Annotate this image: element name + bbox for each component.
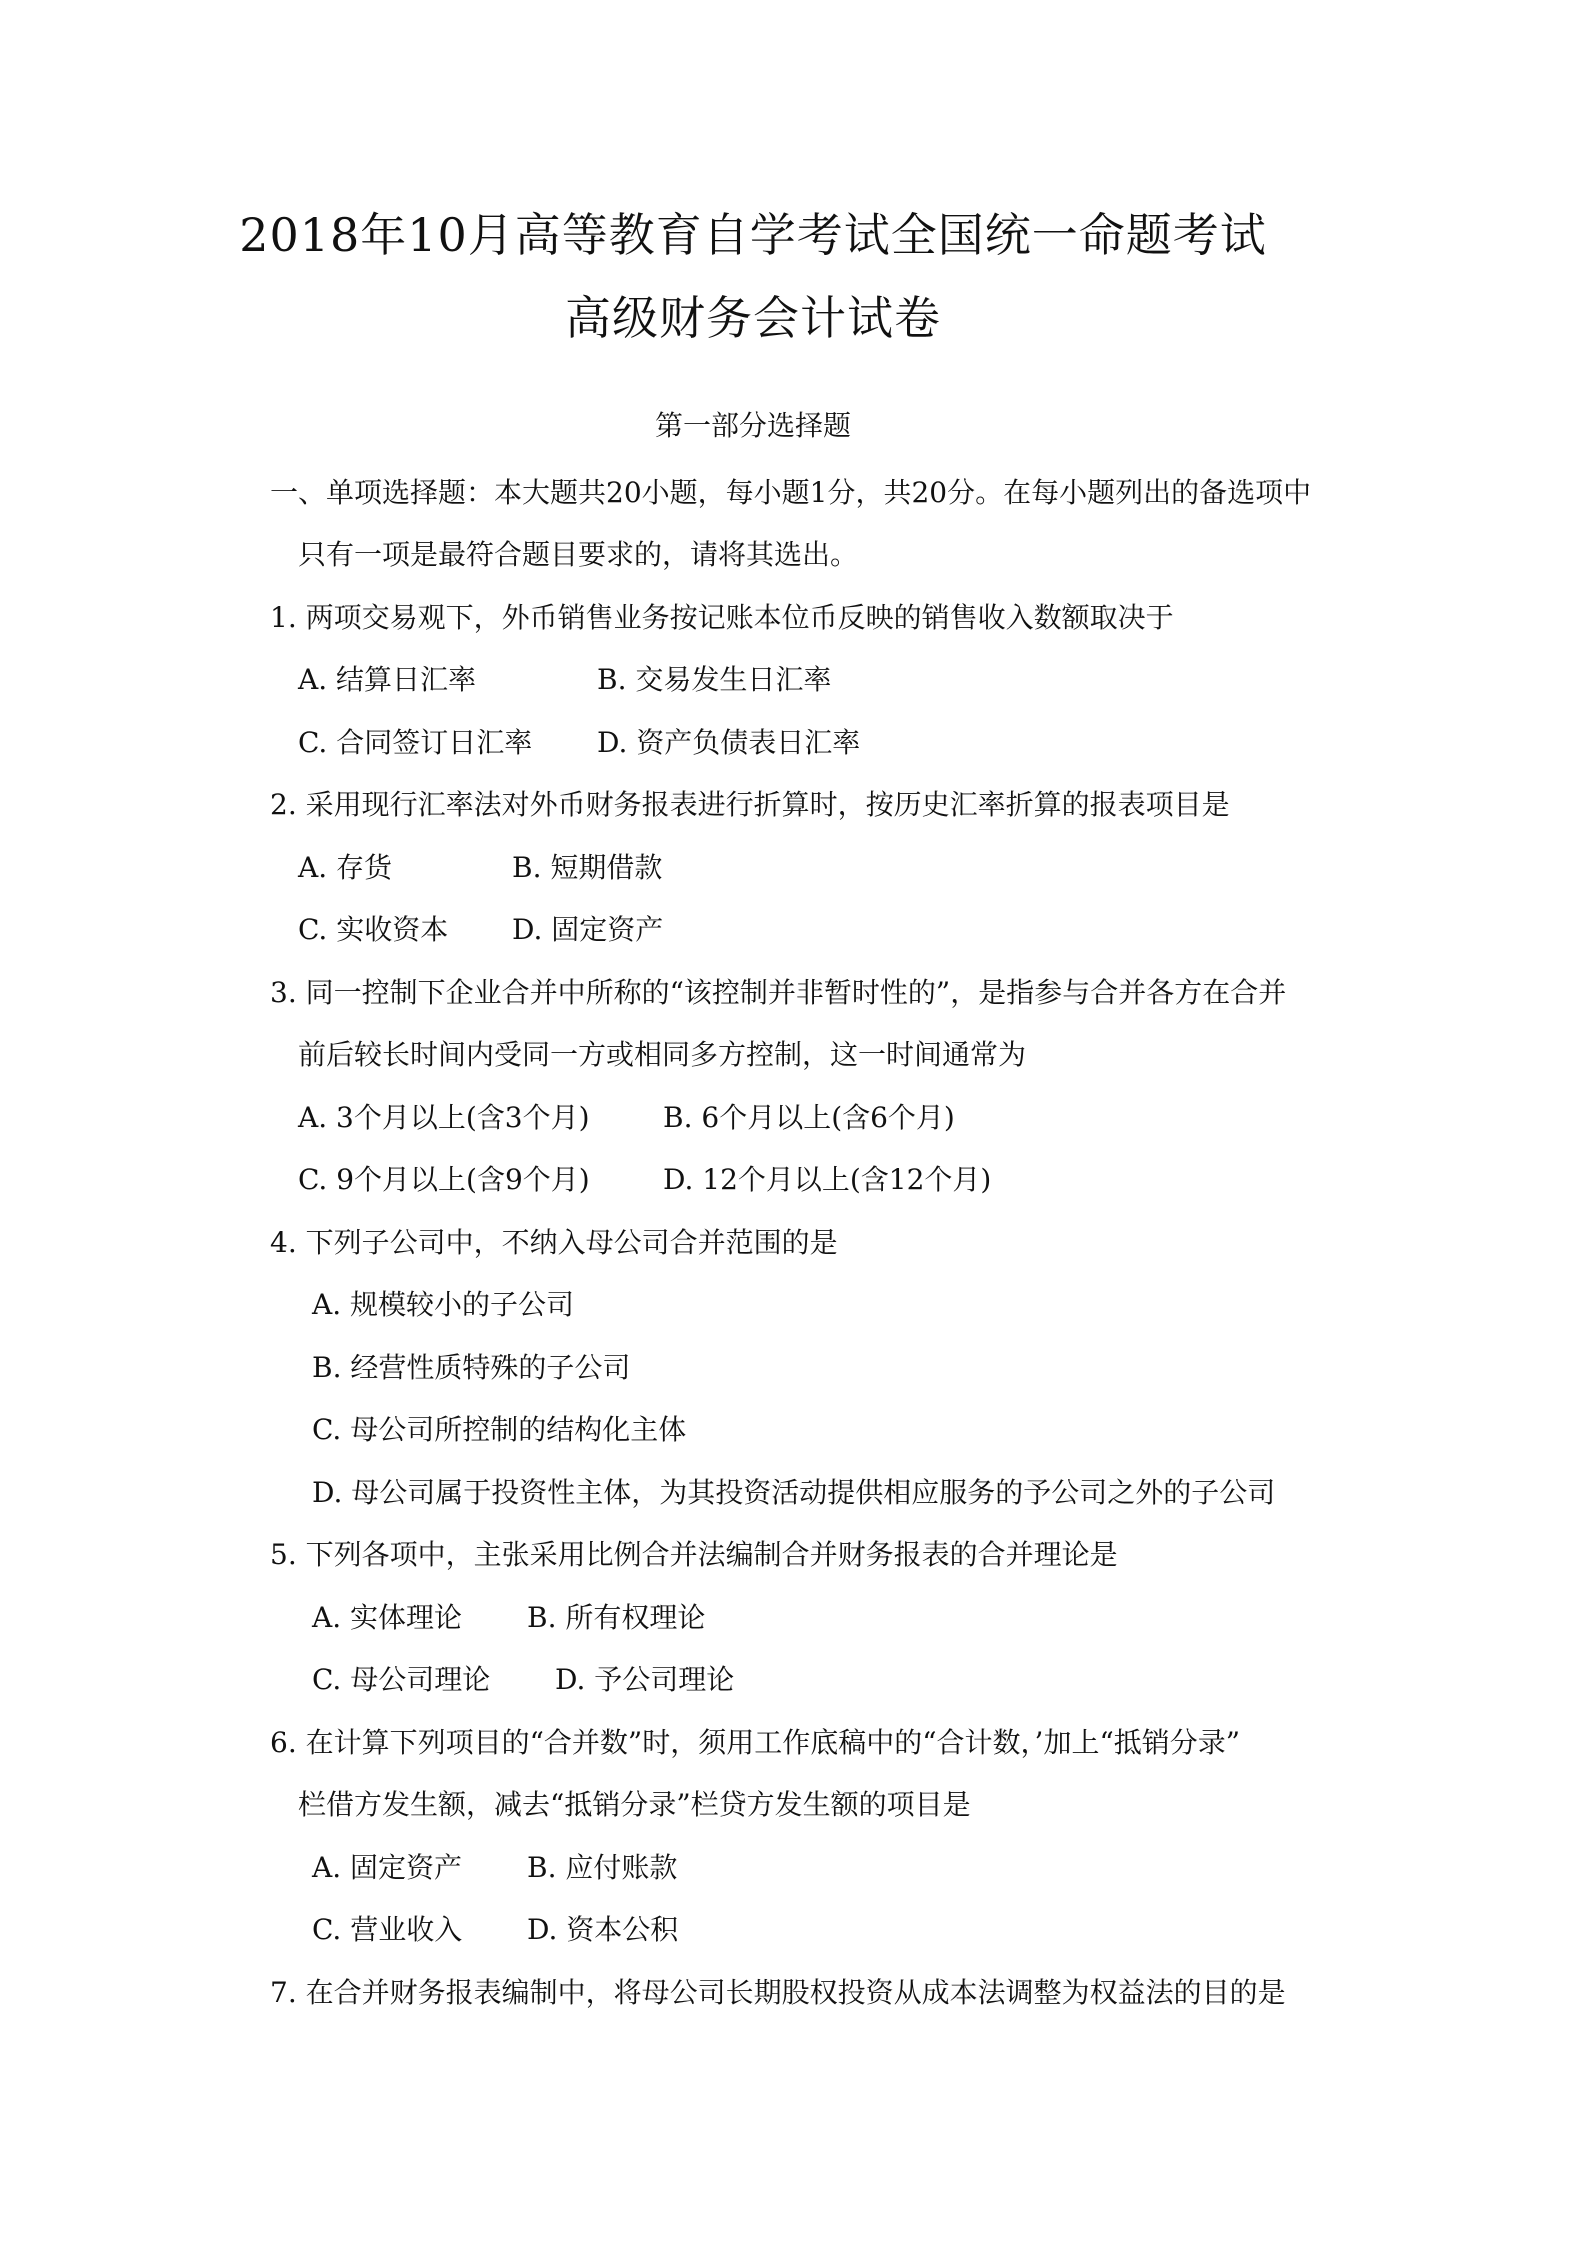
question-5-option-b: B. 所有权理论 (527, 1601, 706, 1634)
question-1-option-b: B. 交易发生日汇率 (597, 663, 832, 696)
question-6-stem-line-1: 6. 在计算下列项目的“合并数”时，须用工作底稿中的“合计数，’加上“抵销分录” (270, 1726, 1241, 1759)
instructions-line-1: 一、单项选择题：本大题共20小题，每小题1分，共20分。在每小题列出的备选项中 (270, 476, 1312, 509)
exam-title: 2018年10月高等教育自学考试全国统一命题考试 (239, 208, 1267, 262)
question-6-option-c: C. 营业收入 (312, 1913, 463, 1946)
section-title: 第一部分选择题 (654, 409, 851, 442)
question-6-option-d: D. 资本公积 (527, 1913, 679, 1946)
question-2-option-b: B. 短期借款 (512, 851, 663, 884)
question-4-stem: 4. 下列子公司中，不纳入母公司合并范围的是 (270, 1226, 838, 1259)
question-1-option-c: C. 合同签订日汇率 (298, 726, 533, 759)
paper-subject-title: 高级财务会计试卷 (565, 291, 941, 345)
question-5-option-c: C. 母公司理论 (312, 1663, 491, 1696)
question-4-option-c: C. 母公司所控制的结构化主体 (312, 1413, 687, 1446)
question-2-option-a: A. 存货 (298, 851, 393, 884)
question-3-option-a: A. 3个月以上(含3个月) (298, 1101, 590, 1134)
question-3-stem-line-1: 3. 同一控制下企业合并中所称的“该控制并非暂时性的”，是指参与合并各方在合并 (270, 976, 1287, 1009)
question-3-option-c: C. 9个月以上(含9个月) (298, 1163, 590, 1196)
question-1-option-a: A. 结算日汇率 (298, 663, 477, 696)
question-5-option-d: D. 予公司理论 (555, 1663, 735, 1696)
question-5-option-a: A. 实体理论 (312, 1601, 463, 1634)
question-3-stem-line-2: 前后较长时间内受同一方或相同多方控制，这一时间通常为 (298, 1038, 1027, 1071)
question-7-stem: 7. 在合并财务报表编制中，将母公司长期股权投资从成本法调整为权益法的目的是 (270, 1976, 1286, 2009)
instructions-line-2: 只有一项是最符合题目要求的，请将其选出。 (298, 538, 859, 571)
question-2-option-d: D. 固定资产 (512, 913, 664, 946)
question-2-option-c: C. 实收资本 (298, 913, 449, 946)
question-6-stem-line-2: 栏借方发生额，减去“抵销分录”栏贷方发生额的项目是 (298, 1788, 971, 1821)
question-6-option-a: A. 固定资产 (312, 1851, 463, 1884)
question-2-stem: 2. 采用现行汇率法对外币财务报表进行折算时，按历史汇率折算的报表项目是 (270, 788, 1230, 821)
question-4-option-b: B. 经营性质特殊的子公司 (312, 1351, 631, 1384)
question-4-option-a: A. 规模较小的子公司 (312, 1288, 575, 1321)
question-5-stem: 5. 下列各项中，主张采用比例合并法编制合并财务报表的合并理论是 (270, 1538, 1118, 1571)
question-1-stem: 1. 两项交易观下，外币销售业务按记账本位币反映的销售收入数额取决于 (270, 601, 1174, 634)
question-3-option-d: D. 12个月以上(含12个月) (663, 1163, 992, 1196)
question-6-option-b: B. 应付账款 (527, 1851, 678, 1884)
question-4-option-d: D. 母公司属于投资性主体，为其投资活动提供相应服务的予公司之外的子公司 (312, 1476, 1276, 1509)
question-1-option-d: D. 资产负债表日汇率 (597, 726, 861, 759)
question-3-option-b: B. 6个月以上(含6个月) (663, 1101, 955, 1134)
